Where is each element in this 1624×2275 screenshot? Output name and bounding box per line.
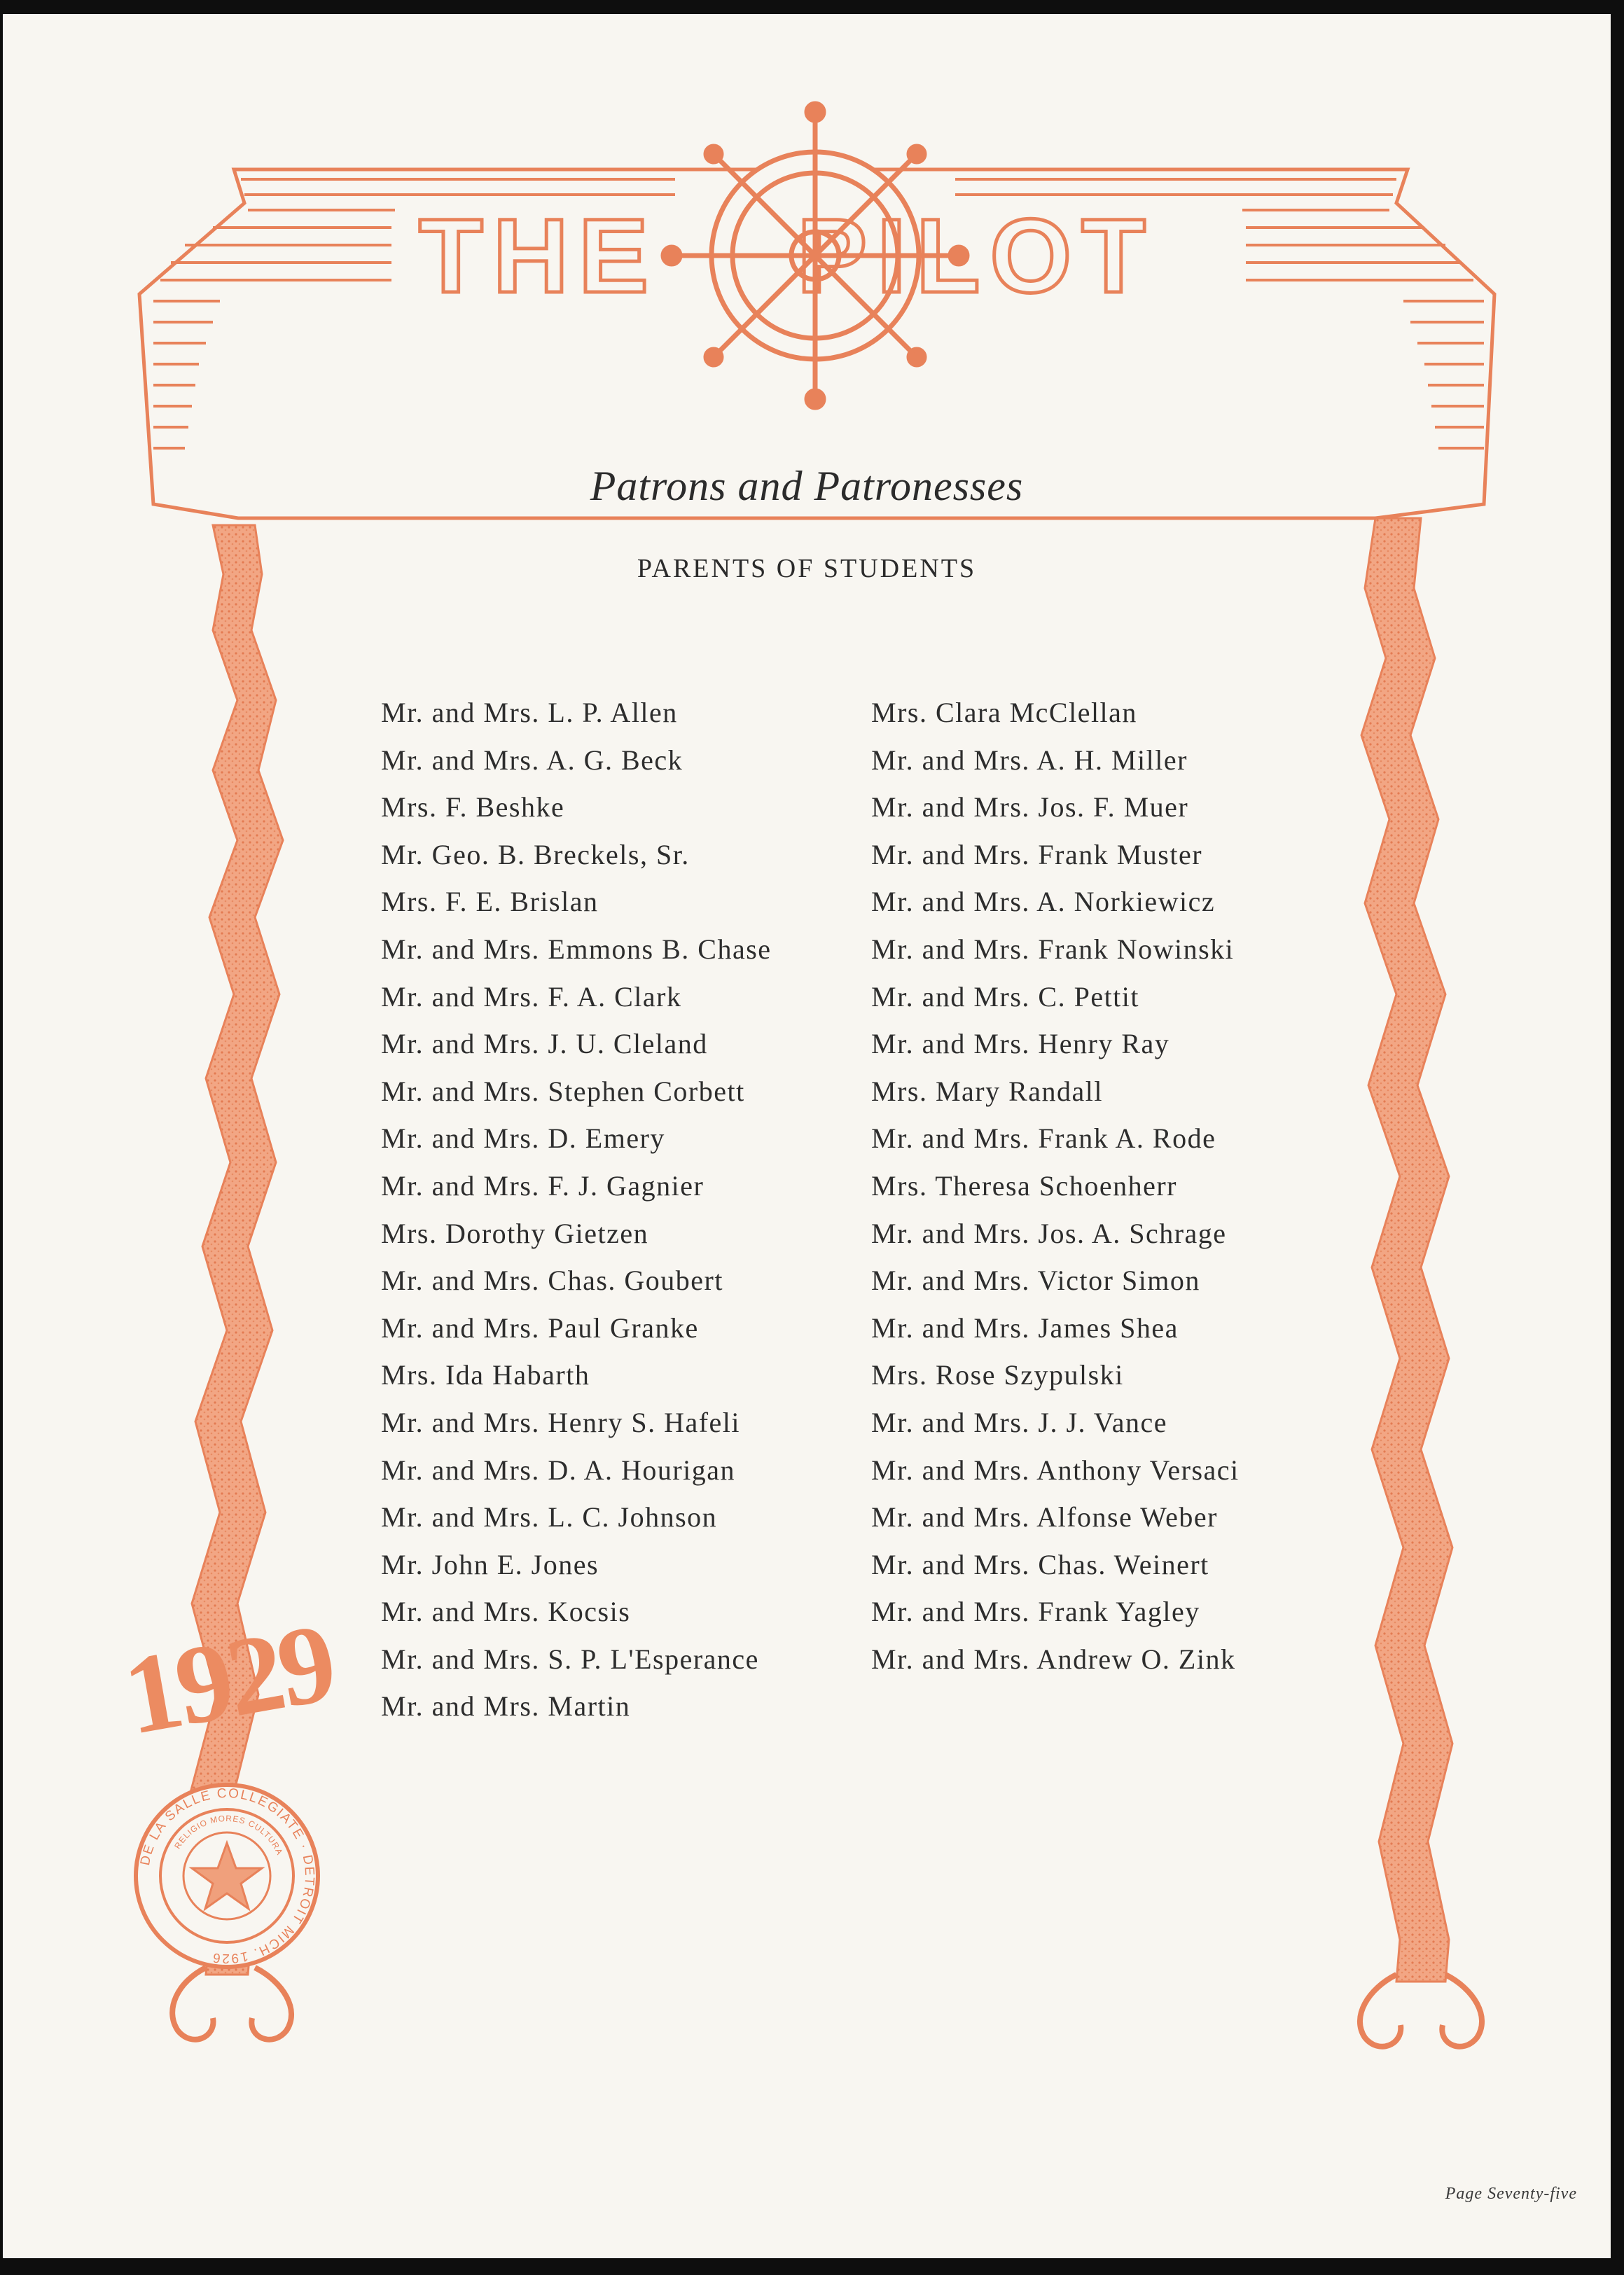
patron-name: Mr. and Mrs. D. A. Hourigan [381, 1454, 736, 1486]
left-scroll-foot [172, 1968, 291, 2040]
patron-name: Mrs. Ida Habarth [381, 1359, 590, 1391]
patron-name: Mr. and Mrs. Frank Yagley [871, 1596, 1200, 1628]
svg-text:RELIGIO MORES CULTURA [172, 1814, 284, 1857]
patron-name: Mr. and Mrs. A. G. Beck [381, 744, 683, 776]
right-scroll-foot [1360, 1975, 1482, 2047]
seal-inner-text: RELIGIO MORES CULTURA [172, 1813, 285, 1857]
patron-name: Mr. and Mrs. James Shea [871, 1312, 1179, 1344]
patron-name: Mr. and Mrs. Andrew O. Zink [871, 1643, 1236, 1675]
patrons-left-column [381, 689, 772, 1730]
patron-name: Mr. and Mrs. Victor Simon [871, 1265, 1200, 1297]
patron-name: Mr. and Mrs. F. A. Clark [381, 980, 682, 1013]
patron-name: Mr. and Mrs. Frank Muster [871, 838, 1203, 870]
patron-name: Mr. and Mrs. Chas. Weinert [871, 1548, 1209, 1580]
patrons-right-column [871, 689, 1240, 1683]
patron-name: Mr. and Mrs. Henry S. Hafeli [381, 1406, 741, 1438]
patron-name: Mr. and Mrs. D. Emery [381, 1122, 665, 1155]
patron-name: Mr. and Mrs. Henry Ray [871, 1028, 1170, 1060]
patron-name: Mr. and Mrs. Paul Granke [381, 1312, 699, 1344]
patron-name: Mr. and Mrs. J. J. Vance [871, 1406, 1168, 1438]
patron-name: Mr. Geo. B. Breckels, Sr. [381, 838, 690, 870]
patron-name: Mrs. Dorothy Gietzen [381, 1217, 649, 1249]
patron-name: Mrs. Theresa Schoenherr [871, 1169, 1177, 1202]
patron-name: Mr. and Mrs. Alfonse Weber [871, 1501, 1218, 1533]
patron-name: Mr. and Mrs. L. P. Allen [381, 697, 678, 728]
patron-name: Mr. and Mrs. C. Pettit [871, 980, 1140, 1013]
title-the: THE [419, 196, 658, 314]
title-pilot: PILOT [797, 196, 1155, 314]
patron-name: Mr. and Mrs. Chas. Goubert [381, 1265, 723, 1297]
patron-name: Mr. and Mrs. F. J. Gagnier [381, 1169, 705, 1202]
yearbook-page [3, 14, 1611, 2258]
patron-name: Mr. and Mrs. A. H. Miller [871, 744, 1188, 776]
patron-name: Mrs. Rose Szypulski [871, 1359, 1124, 1391]
page-subheading: PARENTS OF STUDENTS [637, 554, 977, 583]
svg-text:DE LA SALLE COLLEGIATE · DETRO [138, 1786, 317, 1966]
year-label: 1929 [115, 1599, 341, 1759]
patron-name: Mr. and Mrs. S. P. L'Esperance [381, 1643, 759, 1675]
college-seal [133, 1782, 321, 1970]
patron-name: Mrs. Clara McClellan [871, 697, 1137, 728]
left-column-ornament [190, 525, 283, 1975]
patron-name: Mr. and Mrs. J. U. Cleland [381, 1028, 708, 1060]
patron-name: Mr. John E. Jones [381, 1548, 599, 1580]
patron-name: Mr. and Mrs. Anthony Versaci [871, 1454, 1240, 1486]
patron-name: Mrs. F. E. Brislan [381, 886, 599, 918]
patron-name: Mr. and Mrs. Martin [381, 1690, 631, 1723]
patron-name: Mrs. Mary Randall [871, 1075, 1104, 1107]
patron-name: Mr. and Mrs. Jos. F. Muer [871, 791, 1189, 823]
right-column-ornament [1361, 518, 1452, 1982]
patron-name: Mr. and Mrs. A. Norkiewicz [871, 886, 1216, 918]
patron-name: Mr. and Mrs. Frank A. Rode [871, 1122, 1216, 1155]
seal-outer-text: DE LA SALLE COLLEGIATE · DETROIT MICH. 1926 [137, 1786, 317, 1966]
page-heading: Patrons and Patronesses [590, 463, 1024, 509]
patron-name: Mr. and Mrs. Jos. A. Schrage [871, 1217, 1227, 1249]
patron-name: Mr. and Mrs. Stephen Corbett [381, 1075, 745, 1107]
patron-name: Mrs. F. Beshke [381, 791, 565, 823]
patron-name: Mr. and Mrs. Emmons B. Chase [381, 933, 772, 965]
patron-name: Mr. and Mrs. Frank Nowinski [871, 933, 1235, 965]
patron-name: Mr. and Mrs. L. C. Johnson [381, 1501, 718, 1533]
page-number: Page Seventy-five [1445, 2185, 1577, 2203]
patron-name: Mr. and Mrs. Kocsis [381, 1596, 631, 1628]
